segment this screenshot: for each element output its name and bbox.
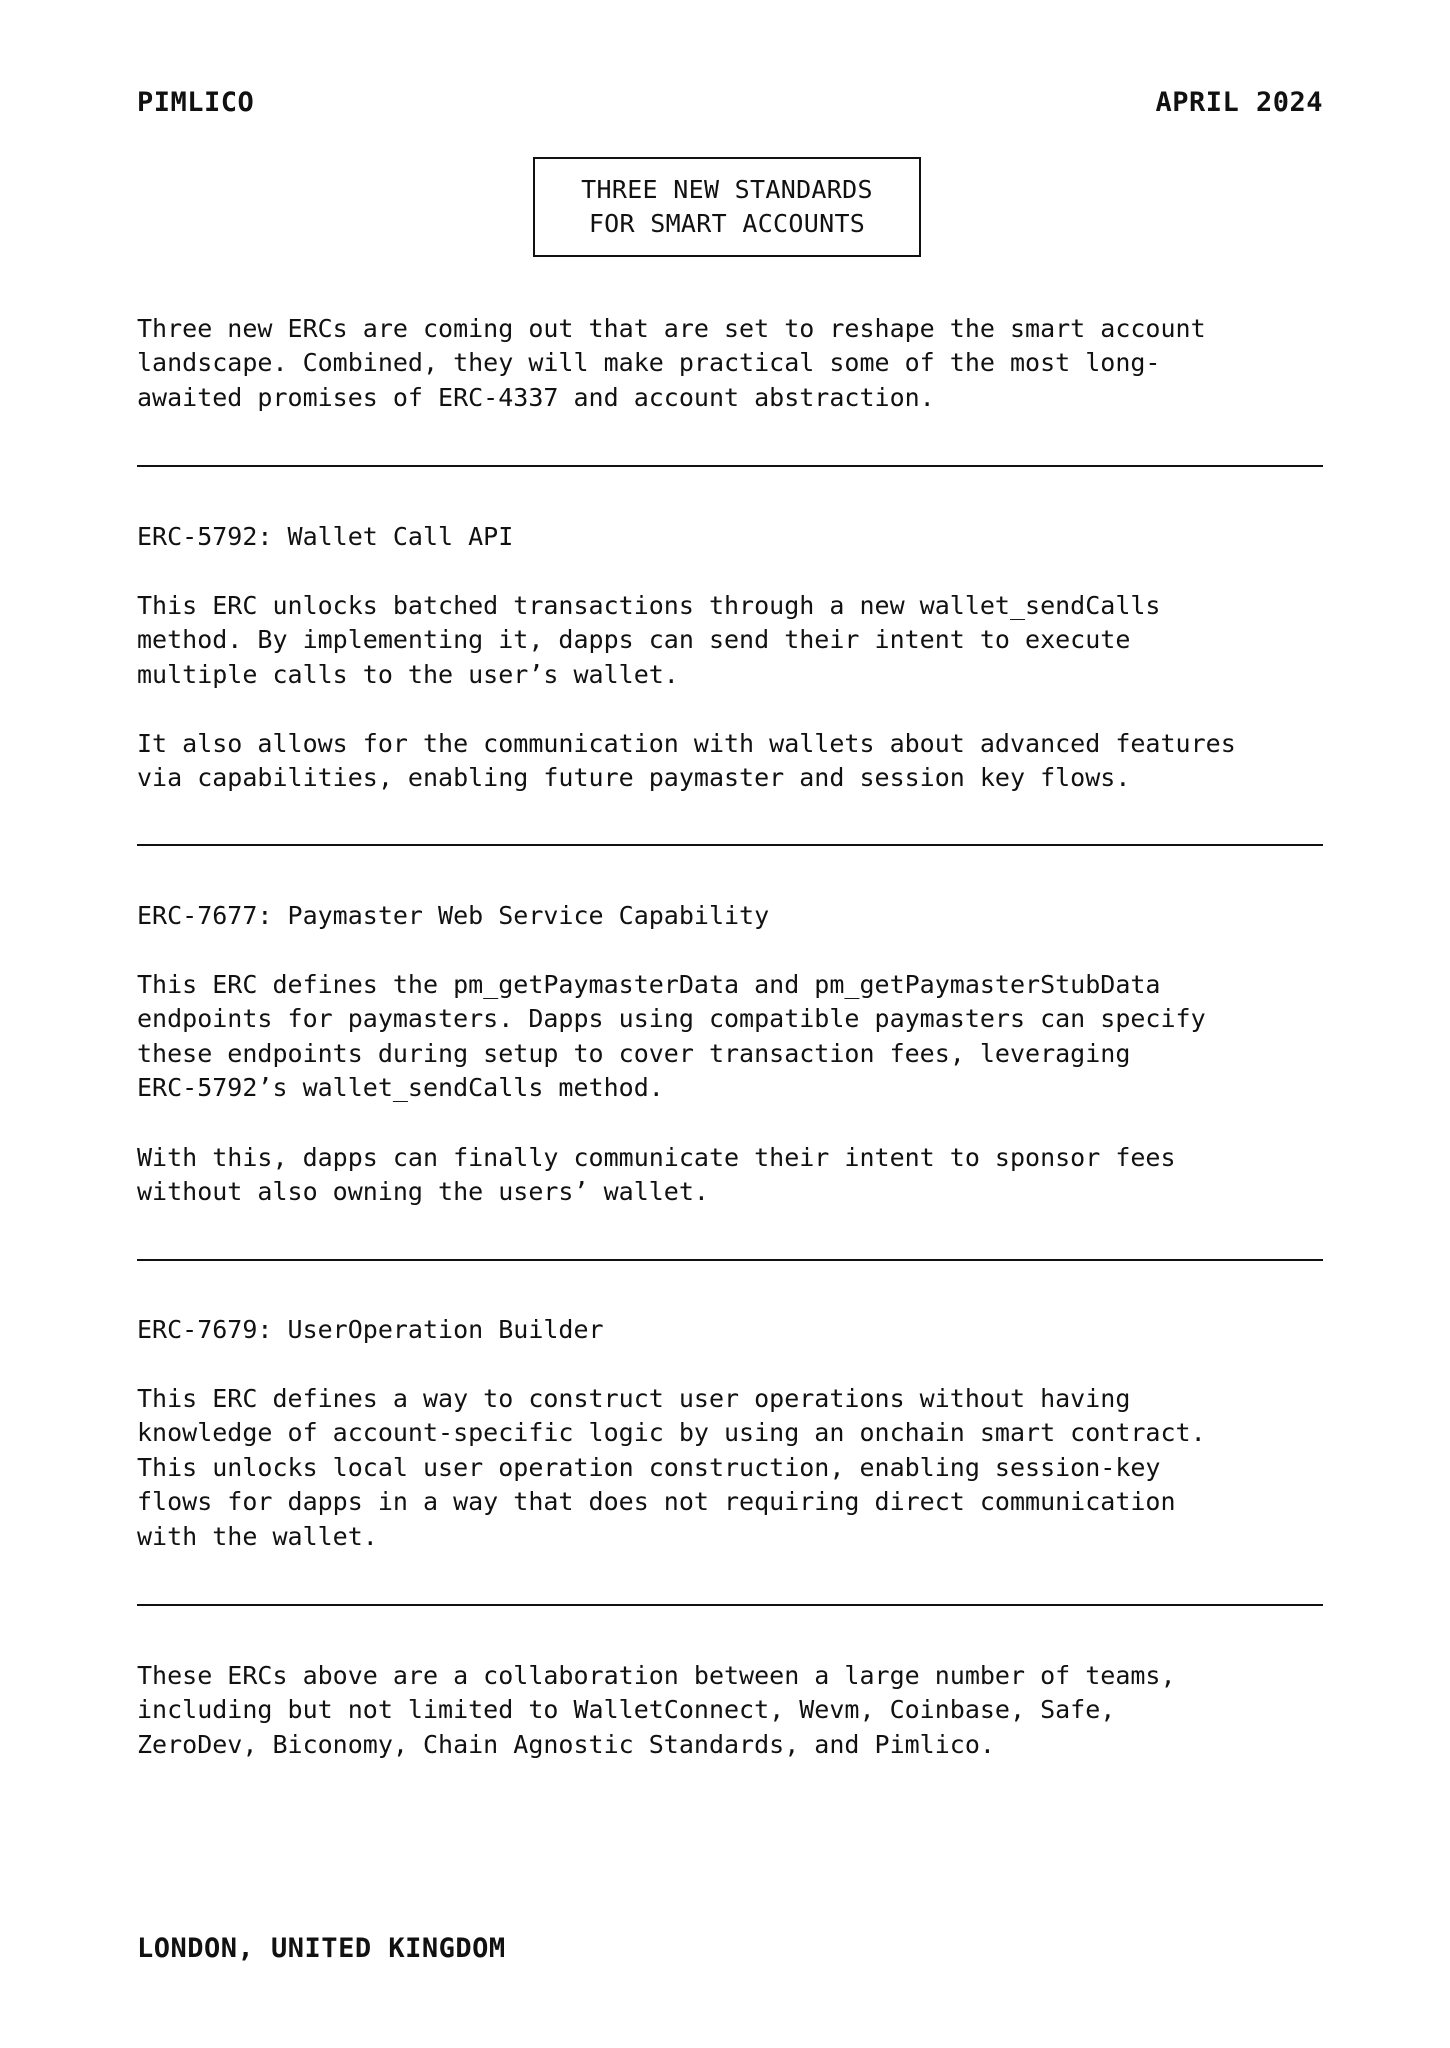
section-paragraph (137, 727, 1323, 796)
intro-line: awaited promises of ERC-4337 and account abstraction. (137, 382, 935, 412)
closing-line: ZeroDev, Biconomy, Chain Agnostic Standards, and Pimlico. (137, 1729, 995, 1759)
paragraph-line: endpoints for paymasters. Dapps using compatible paymasters can specify (137, 1004, 1206, 1034)
title-line-2: FOR SMART ACCOUNTS (588, 209, 866, 238)
paragraph-line: knowledge of account-specific logic by using an onchain smart contract. (137, 1418, 1206, 1448)
brand-name: PIMLICO (137, 87, 255, 118)
section-heading-erc-7679: ERC-7679: UserOperation Builder (137, 1315, 604, 1344)
paragraph-line: multiple calls to the user’s wallet. (137, 659, 679, 689)
paragraph-line: This unlocks local user operation construction, enabling session-key (137, 1452, 1161, 1482)
intro-paragraph (137, 312, 1323, 415)
footer-location: LONDON, UNITED KINGDOM (137, 1933, 506, 1964)
section-heading-erc-5792: ERC-5792: Wallet Call API (137, 522, 514, 551)
publication-date: APRIL 2024 (1155, 87, 1323, 118)
document-page (137, 0, 1323, 2048)
paragraph-line: This ERC defines the pm_getPaymasterData and pm_getPaymasterStubData (137, 970, 1161, 999)
divider (137, 844, 1323, 846)
title-line-1: THREE NEW STANDARDS (581, 175, 873, 204)
divider (137, 1604, 1323, 1606)
paragraph-line: via capabilities, enabling future paymaster and session key flows. (137, 763, 1131, 793)
paragraph-line: with the wallet. (137, 1521, 378, 1551)
paragraph-line: without also owning the users’ wallet. (137, 1177, 709, 1207)
divider (137, 465, 1323, 467)
paragraph-line: This ERC defines a way to construct user operations without having (137, 1384, 1131, 1413)
intro-line: Three new ERCs are coming out that are set to reshape the smart account (137, 314, 1206, 343)
closing-line: These ERCs above are a collaboration between a large number of teams, (137, 1661, 1176, 1690)
title-box (533, 157, 921, 257)
closing-paragraph (137, 1659, 1323, 1762)
section-paragraph (137, 1382, 1323, 1554)
section-paragraph (137, 1141, 1323, 1210)
section-paragraph (137, 968, 1323, 1106)
paragraph-line: these endpoints during setup to cover transaction fees, leveraging (137, 1038, 1131, 1068)
paragraph-line: This ERC unlocks batched transactions through a new wallet_sendCalls (137, 591, 1161, 620)
closing-line: including but not limited to WalletConnect, Wevm, Coinbase, Safe, (137, 1695, 1116, 1725)
paragraph-line: flows for dapps in a way that does not requiring direct communication (137, 1487, 1176, 1517)
divider (137, 1259, 1323, 1261)
intro-line: landscape. Combined, they will make practical some of the most long- (137, 348, 1161, 378)
paragraph-line: It also allows for the communication with wallets about advanced features (137, 729, 1236, 758)
paragraph-line: With this, dapps can finally communicate their intent to sponsor fees (137, 1143, 1176, 1172)
paragraph-line: ERC-5792’s wallet_sendCalls method. (137, 1073, 664, 1103)
paragraph-line: method. By implementing it, dapps can send their intent to execute (137, 625, 1131, 655)
section-heading-erc-7677: ERC-7677: Paymaster Web Service Capability (137, 901, 770, 930)
section-paragraph (137, 589, 1323, 692)
